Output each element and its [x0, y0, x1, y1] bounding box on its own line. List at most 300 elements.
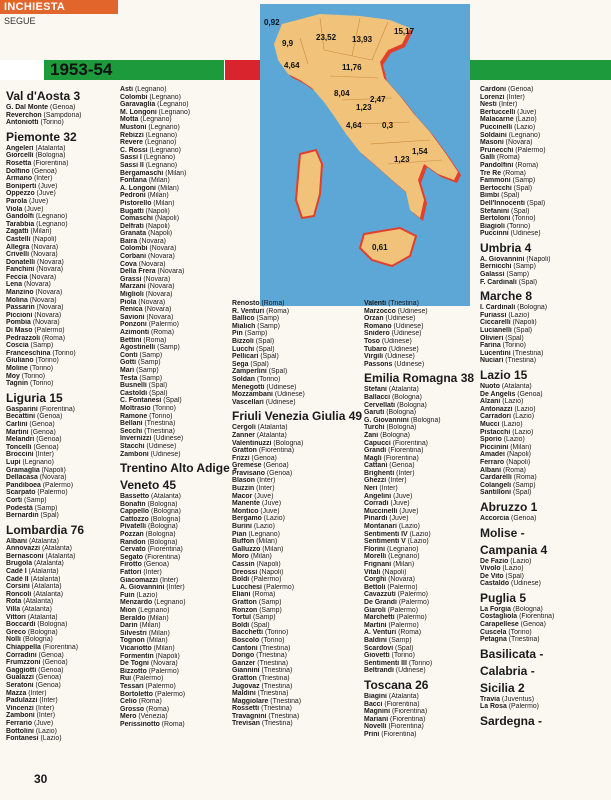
player-team: (Fiorentina) — [258, 447, 295, 455]
player-entry — [6, 421, 118, 429]
player-entry — [232, 424, 350, 432]
player-entry — [232, 683, 350, 691]
player-team: (Spal) — [512, 489, 532, 497]
player-team: (Legnano) — [157, 101, 189, 109]
player-team: (Palermo) — [251, 576, 282, 584]
player-name: Conti — [120, 351, 138, 359]
player-team: (Juventus) — [501, 695, 535, 703]
map-value-friuli: 15,17 — [394, 27, 415, 36]
italy-map — [260, 4, 470, 306]
player-name: C. Rossi — [120, 146, 148, 154]
player-team: (Fiorentina) — [381, 730, 417, 738]
player-entry — [232, 675, 350, 683]
player-name: Bassetto — [120, 493, 150, 501]
player-team: (Udinese) — [394, 360, 425, 368]
player-team: (Samp) — [30, 342, 54, 350]
page-number: 30 — [34, 772, 48, 786]
player-name: Boccardi — [6, 621, 36, 629]
player-name: Sentimenti III — [364, 659, 407, 667]
player-team: (Legnano) — [134, 86, 167, 93]
player-name: Ballico — [232, 315, 255, 323]
player-entry — [364, 485, 468, 493]
player-entry — [120, 428, 232, 436]
player-team: (Novara) — [144, 306, 172, 314]
player-team: (Legnano) — [22, 458, 54, 466]
player-name: Broccini — [6, 451, 34, 459]
player-name: Accorcia — [480, 514, 510, 522]
player-team: (Udinese) — [511, 580, 541, 588]
player-entry — [480, 230, 598, 238]
player-name: Darin — [120, 622, 138, 630]
player-entry — [364, 629, 468, 637]
player-name: Biagini — [364, 692, 387, 700]
player-entry — [480, 621, 598, 629]
player-name: Dell'Innocenti — [480, 199, 525, 207]
player-name: Rossetti — [232, 705, 260, 713]
player-entry — [480, 177, 598, 185]
player-team: (Bologna) — [410, 416, 441, 424]
player-entry — [6, 327, 118, 335]
player-team: (Fiorentina) — [147, 546, 183, 554]
player-entry — [6, 406, 118, 414]
player-name: Gaggiotti — [6, 666, 37, 674]
player-name: Lucentini — [480, 349, 511, 357]
player-team: (Novara) — [146, 313, 174, 321]
player-team: (Lazio) — [512, 428, 534, 436]
player-name: Feccia — [6, 273, 28, 281]
player-name: Dreossi — [232, 568, 258, 576]
player-team: (Lazio) — [510, 557, 532, 565]
player-name: Ronzon — [232, 606, 258, 614]
player-entry — [364, 432, 468, 440]
player-name: Pravisano — [232, 469, 265, 477]
player-entry — [480, 636, 598, 644]
player-entry — [364, 300, 468, 308]
player-team: (Lazio) — [409, 530, 431, 538]
player-entry — [364, 667, 468, 675]
player-entry — [232, 493, 350, 501]
player-name: Zamperlini — [232, 368, 267, 376]
player-entry — [480, 279, 598, 287]
player-team: (Napoli) — [32, 235, 57, 243]
player-entry — [6, 413, 118, 421]
player-name: A. Longoni — [120, 184, 156, 192]
player-name: Bertoloni — [480, 215, 511, 223]
player-name: Tagnin — [6, 380, 29, 388]
region-heading: Trentino Alto Adige - — [120, 461, 238, 476]
player-team: (Bologna) — [27, 628, 58, 636]
player-name: Corghi — [364, 576, 387, 584]
player-entry — [120, 261, 232, 269]
player-name: Tortul — [232, 614, 252, 622]
player-team: (Novara) — [29, 273, 57, 281]
player-entry — [120, 139, 232, 147]
player-entry — [364, 315, 468, 323]
player-entry — [120, 185, 232, 193]
player-entry — [232, 599, 350, 607]
player-name: Seratoni — [6, 681, 34, 689]
player-entry — [6, 168, 118, 176]
player-entry — [6, 190, 118, 198]
player-entry — [120, 390, 232, 398]
player-team: (Torino) — [408, 659, 433, 667]
player-entry — [364, 470, 468, 478]
player-name: Corsini — [6, 583, 30, 591]
player-name: Galli — [480, 154, 495, 162]
player-name: Pellicari — [232, 353, 259, 361]
player-team: (Palermo) — [396, 614, 427, 622]
player-entry — [6, 112, 118, 120]
player-name: Alzani — [480, 398, 501, 406]
player-name: Boldi — [232, 621, 250, 629]
player-entry — [480, 451, 598, 459]
player-team: (Inter) — [166, 584, 185, 592]
player-name: Pivatelli — [120, 523, 147, 531]
player-name: Garavaglia — [120, 101, 156, 109]
player-name: Cappello — [120, 508, 150, 516]
region-heading: Marche 8 — [480, 289, 533, 304]
player-entry — [120, 86, 232, 94]
player-name: Sporio — [480, 436, 502, 444]
player-team: (Palermo) — [148, 667, 179, 675]
player-name: Moro — [232, 553, 249, 561]
player-team: (Spal) — [250, 360, 269, 368]
player-team: (Napoli) — [145, 222, 170, 230]
player-name: Zagatti — [6, 228, 29, 236]
player-entry — [232, 690, 350, 698]
player-name: Invernizzi — [120, 435, 152, 443]
player-team: (Novara) — [143, 275, 171, 283]
player-team: (Napoli) — [145, 207, 170, 215]
player-name: Amadei — [480, 451, 505, 459]
player-name: Armano — [6, 175, 33, 183]
player-entry — [364, 409, 468, 417]
player-team: (Torino) — [508, 628, 532, 636]
player-entry — [480, 350, 598, 358]
player-team: (Palermo) — [397, 591, 428, 599]
player-name: Dellacasa — [6, 474, 38, 482]
region-heading: Toscana 26 — [364, 677, 429, 692]
player-name: Zamboni — [120, 450, 149, 458]
player-entry — [364, 477, 468, 485]
player-name: Rebizzi — [120, 131, 144, 139]
player-entry — [364, 455, 468, 463]
player-name: Lupi — [6, 458, 21, 466]
player-entry — [364, 508, 468, 516]
player-name: Vitali — [364, 568, 381, 576]
player-team: (Fiorentina) — [33, 159, 69, 167]
player-name: Bergamo — [232, 515, 262, 523]
region-heading: Sardegna - — [480, 714, 543, 729]
player-entry — [6, 667, 118, 675]
player-team: (Samp) — [139, 351, 163, 359]
player-name: Brighenti — [364, 469, 395, 477]
player-entry — [480, 185, 598, 193]
player-team: (Atalanta) — [501, 383, 532, 390]
map-value-marche: 2,47 — [370, 95, 386, 104]
player-team: (Juve) — [33, 719, 54, 727]
player-team: (Napoli) — [147, 230, 173, 238]
player-team: (Fiorentina) — [388, 723, 424, 731]
player-name: Grandi — [364, 447, 387, 455]
player-name: Galassi — [480, 271, 505, 279]
player-name: Firotto — [120, 561, 142, 569]
player-entry — [120, 698, 232, 706]
player-entry — [6, 244, 118, 252]
player-entry — [232, 500, 350, 508]
player-team: (Inter) — [256, 485, 275, 493]
player-team: (Juve) — [517, 108, 537, 116]
player-team: (Samp) — [24, 496, 47, 504]
player-team: (Udinese) — [510, 230, 541, 238]
region-heading: Sicilia 2 — [480, 680, 525, 695]
player-entry — [120, 147, 232, 155]
column-1 — [6, 86, 118, 743]
player-entry — [232, 368, 350, 376]
player-name: Castaldo — [480, 580, 510, 588]
player-name: Giovetti — [364, 652, 390, 660]
player-entry — [364, 346, 468, 354]
player-entry — [6, 545, 118, 553]
player-team: (Fiorentina) — [519, 613, 555, 621]
player-entry — [364, 424, 468, 432]
player-entry — [364, 591, 468, 599]
player-entry — [120, 268, 232, 276]
player-name: Tre Re — [480, 169, 502, 177]
player-name: Formentin — [120, 652, 154, 660]
player-team: (Triestina) — [508, 636, 540, 644]
region-heading: Puglia 5 — [480, 590, 527, 605]
player-entry — [6, 228, 118, 236]
player-name: Manente — [232, 500, 260, 508]
player-team: (Milan) — [256, 538, 278, 546]
player-team: (Novara) — [24, 281, 51, 289]
player-team: (Legnano) — [36, 220, 68, 228]
player-entry — [480, 335, 598, 343]
player-name: Pedrazzoli — [6, 334, 41, 342]
player-team: (Inter) — [506, 93, 525, 101]
player-name: Bonafin — [120, 500, 146, 508]
player-entry — [120, 177, 232, 185]
player-team: (Milan) — [148, 177, 170, 185]
player-name: Bacci — [364, 700, 383, 708]
player-name: Sentimenti V — [364, 538, 406, 546]
player-name: Vivolo — [480, 565, 501, 573]
player-name: Stefani — [364, 386, 387, 394]
player-team: (Fiorentina) — [391, 708, 428, 716]
player-entry — [364, 546, 468, 554]
player-team: (Spal) — [255, 337, 275, 345]
player-entry — [120, 101, 232, 109]
player-entry — [120, 493, 232, 501]
player-name: Manzino — [6, 289, 34, 297]
player-team: (Napoli) — [154, 215, 179, 223]
player-team: (Spal) — [501, 192, 520, 200]
player-team: (Bologna) — [512, 605, 543, 613]
player-entry — [6, 489, 118, 497]
player-name: Viola — [6, 205, 23, 213]
player-team: (Roma) — [42, 334, 65, 342]
player-name: Pedroni — [120, 192, 146, 200]
player-entry — [232, 470, 350, 478]
player-team: (Novara) — [35, 289, 63, 297]
player-name: Travagnini — [232, 712, 267, 720]
player-name: Marzani — [120, 283, 146, 291]
player-entry — [480, 154, 598, 162]
player-name: Turchi — [364, 424, 385, 432]
player-name: Podestà — [6, 504, 33, 512]
player-entry — [6, 467, 118, 475]
region-heading: Abruzzo 1 — [480, 499, 538, 514]
player-entry — [364, 523, 468, 531]
player-entry — [480, 429, 598, 437]
player-name: Giannini — [232, 667, 260, 675]
player-team: (Genoa) — [266, 469, 293, 477]
player-team: (Legnano) — [386, 545, 419, 553]
player-entry — [480, 383, 598, 391]
player-name: Mucci — [480, 420, 500, 428]
player-entry — [6, 712, 118, 720]
player-team: (Atalanta) — [257, 424, 288, 432]
player-name: Carlini — [6, 420, 28, 428]
player-entry — [364, 353, 468, 361]
player-name: Trevisan — [232, 720, 260, 728]
player-name: Coscia — [6, 342, 29, 350]
player-entry — [6, 436, 118, 444]
player-name: Grosso — [120, 705, 145, 713]
player-team: (Triestina) — [256, 652, 287, 660]
player-name: Travia — [480, 695, 500, 703]
player-entry — [6, 266, 118, 274]
player-team: (Inter) — [35, 704, 55, 712]
player-name: Eliani — [232, 591, 251, 599]
player-team: (Samp) — [512, 481, 536, 489]
player-entry — [232, 376, 350, 384]
player-team: (Juve) — [389, 515, 409, 523]
player-team: (Bologna) — [145, 531, 176, 539]
player-name: Giorcelli — [6, 152, 34, 160]
player-entry — [120, 531, 232, 539]
player-name: Valenti — [364, 300, 387, 307]
player-entry — [480, 116, 598, 124]
player-team: (Torino) — [256, 375, 281, 383]
player-team: (Napoli) — [259, 568, 284, 576]
player-team: (Genoa) — [42, 659, 68, 667]
player-name: Orzan — [364, 315, 384, 323]
player-entry — [480, 312, 598, 320]
player-team: (Samp) — [136, 366, 159, 374]
player-team: (Palermo) — [387, 583, 418, 591]
player-name: Asti — [120, 86, 134, 93]
map-value-veneto: 13,93 — [352, 35, 373, 44]
player-entry — [480, 413, 598, 421]
player-name: Gandolfi — [6, 213, 34, 221]
player-team: (Torino) — [29, 365, 54, 372]
player-name: Donatelli — [6, 258, 36, 266]
player-entry — [120, 314, 232, 322]
player-entry — [480, 192, 598, 200]
player-team: (Fiorentina) — [384, 700, 420, 708]
player-team: (Udinese) — [153, 435, 184, 443]
player-entry — [480, 139, 598, 147]
map-value-liguria: 4,64 — [284, 61, 300, 70]
player-name: Furiassi — [480, 311, 507, 319]
player-entry — [6, 690, 118, 698]
player-name: Albani — [6, 537, 28, 545]
player-name: Bernardin — [6, 512, 39, 520]
player-name: Corbani — [120, 253, 147, 261]
player-team: (Milan) — [146, 637, 168, 645]
player-name: Bizzoli — [232, 337, 254, 345]
player-team: (Bologna) — [35, 152, 66, 160]
player-entry — [232, 308, 350, 316]
player-entry — [6, 104, 118, 112]
player-team: (Inter) — [39, 697, 58, 705]
player-name: Oppezzo — [6, 190, 35, 198]
player-entry — [6, 259, 118, 267]
player-name: Cadè I — [6, 568, 27, 576]
player-entry — [232, 584, 350, 592]
player-name: Marchetti — [364, 614, 395, 622]
player-team: (Triestina) — [259, 644, 291, 652]
player-entry — [6, 198, 118, 206]
player-entry — [232, 622, 350, 630]
player-name: Bettini — [120, 336, 142, 344]
player-team: (Novara) — [29, 296, 57, 304]
player-name: A. Giovannini — [480, 255, 525, 263]
player-team: (Milan) — [262, 545, 284, 553]
player-entry — [232, 637, 350, 645]
player-name: Piccinini — [480, 443, 509, 451]
player-name: De Togni — [120, 660, 149, 668]
player-team: (Legnano) — [140, 116, 172, 124]
player-name: Bortoletto — [120, 690, 153, 698]
player-team: (Juve) — [261, 500, 282, 508]
player-name: Soldan — [232, 375, 255, 383]
player-entry — [120, 706, 232, 714]
player-entry — [120, 675, 232, 683]
player-name: Scardovi — [364, 644, 394, 652]
player-team: (Palermo) — [133, 675, 164, 683]
player-name: Ciccarelli — [480, 319, 511, 327]
player-team: (Lazio) — [503, 436, 525, 444]
player-entry — [232, 447, 350, 455]
player-team: (Roma) — [138, 698, 162, 706]
player-team: (Triestina) — [261, 682, 293, 690]
player-team: (Bologna) — [386, 424, 417, 432]
player-name: Giuliano — [6, 357, 34, 365]
player-entry — [6, 319, 118, 327]
region-heading: Campania 4 — [480, 542, 548, 557]
player-team: (Juve) — [254, 492, 274, 500]
player-name: Testa — [120, 374, 138, 382]
player-name: Fanchini — [6, 266, 35, 274]
player-entry — [120, 683, 232, 691]
player-entry — [6, 538, 118, 546]
tricolor-band-red — [225, 60, 260, 80]
player-entry — [480, 86, 598, 94]
player-team: (Novara) — [388, 576, 415, 584]
player-entry — [6, 591, 118, 599]
player-name: Gratton — [232, 674, 257, 682]
player-team: (Legnano) — [138, 607, 170, 614]
player-name: Neri — [364, 485, 378, 493]
player-entry — [364, 561, 468, 569]
player-entry — [232, 391, 350, 399]
player-name: Celio — [120, 698, 137, 706]
region-heading: Veneto 45 — [120, 478, 177, 493]
player-team: (Inter) — [36, 712, 56, 720]
